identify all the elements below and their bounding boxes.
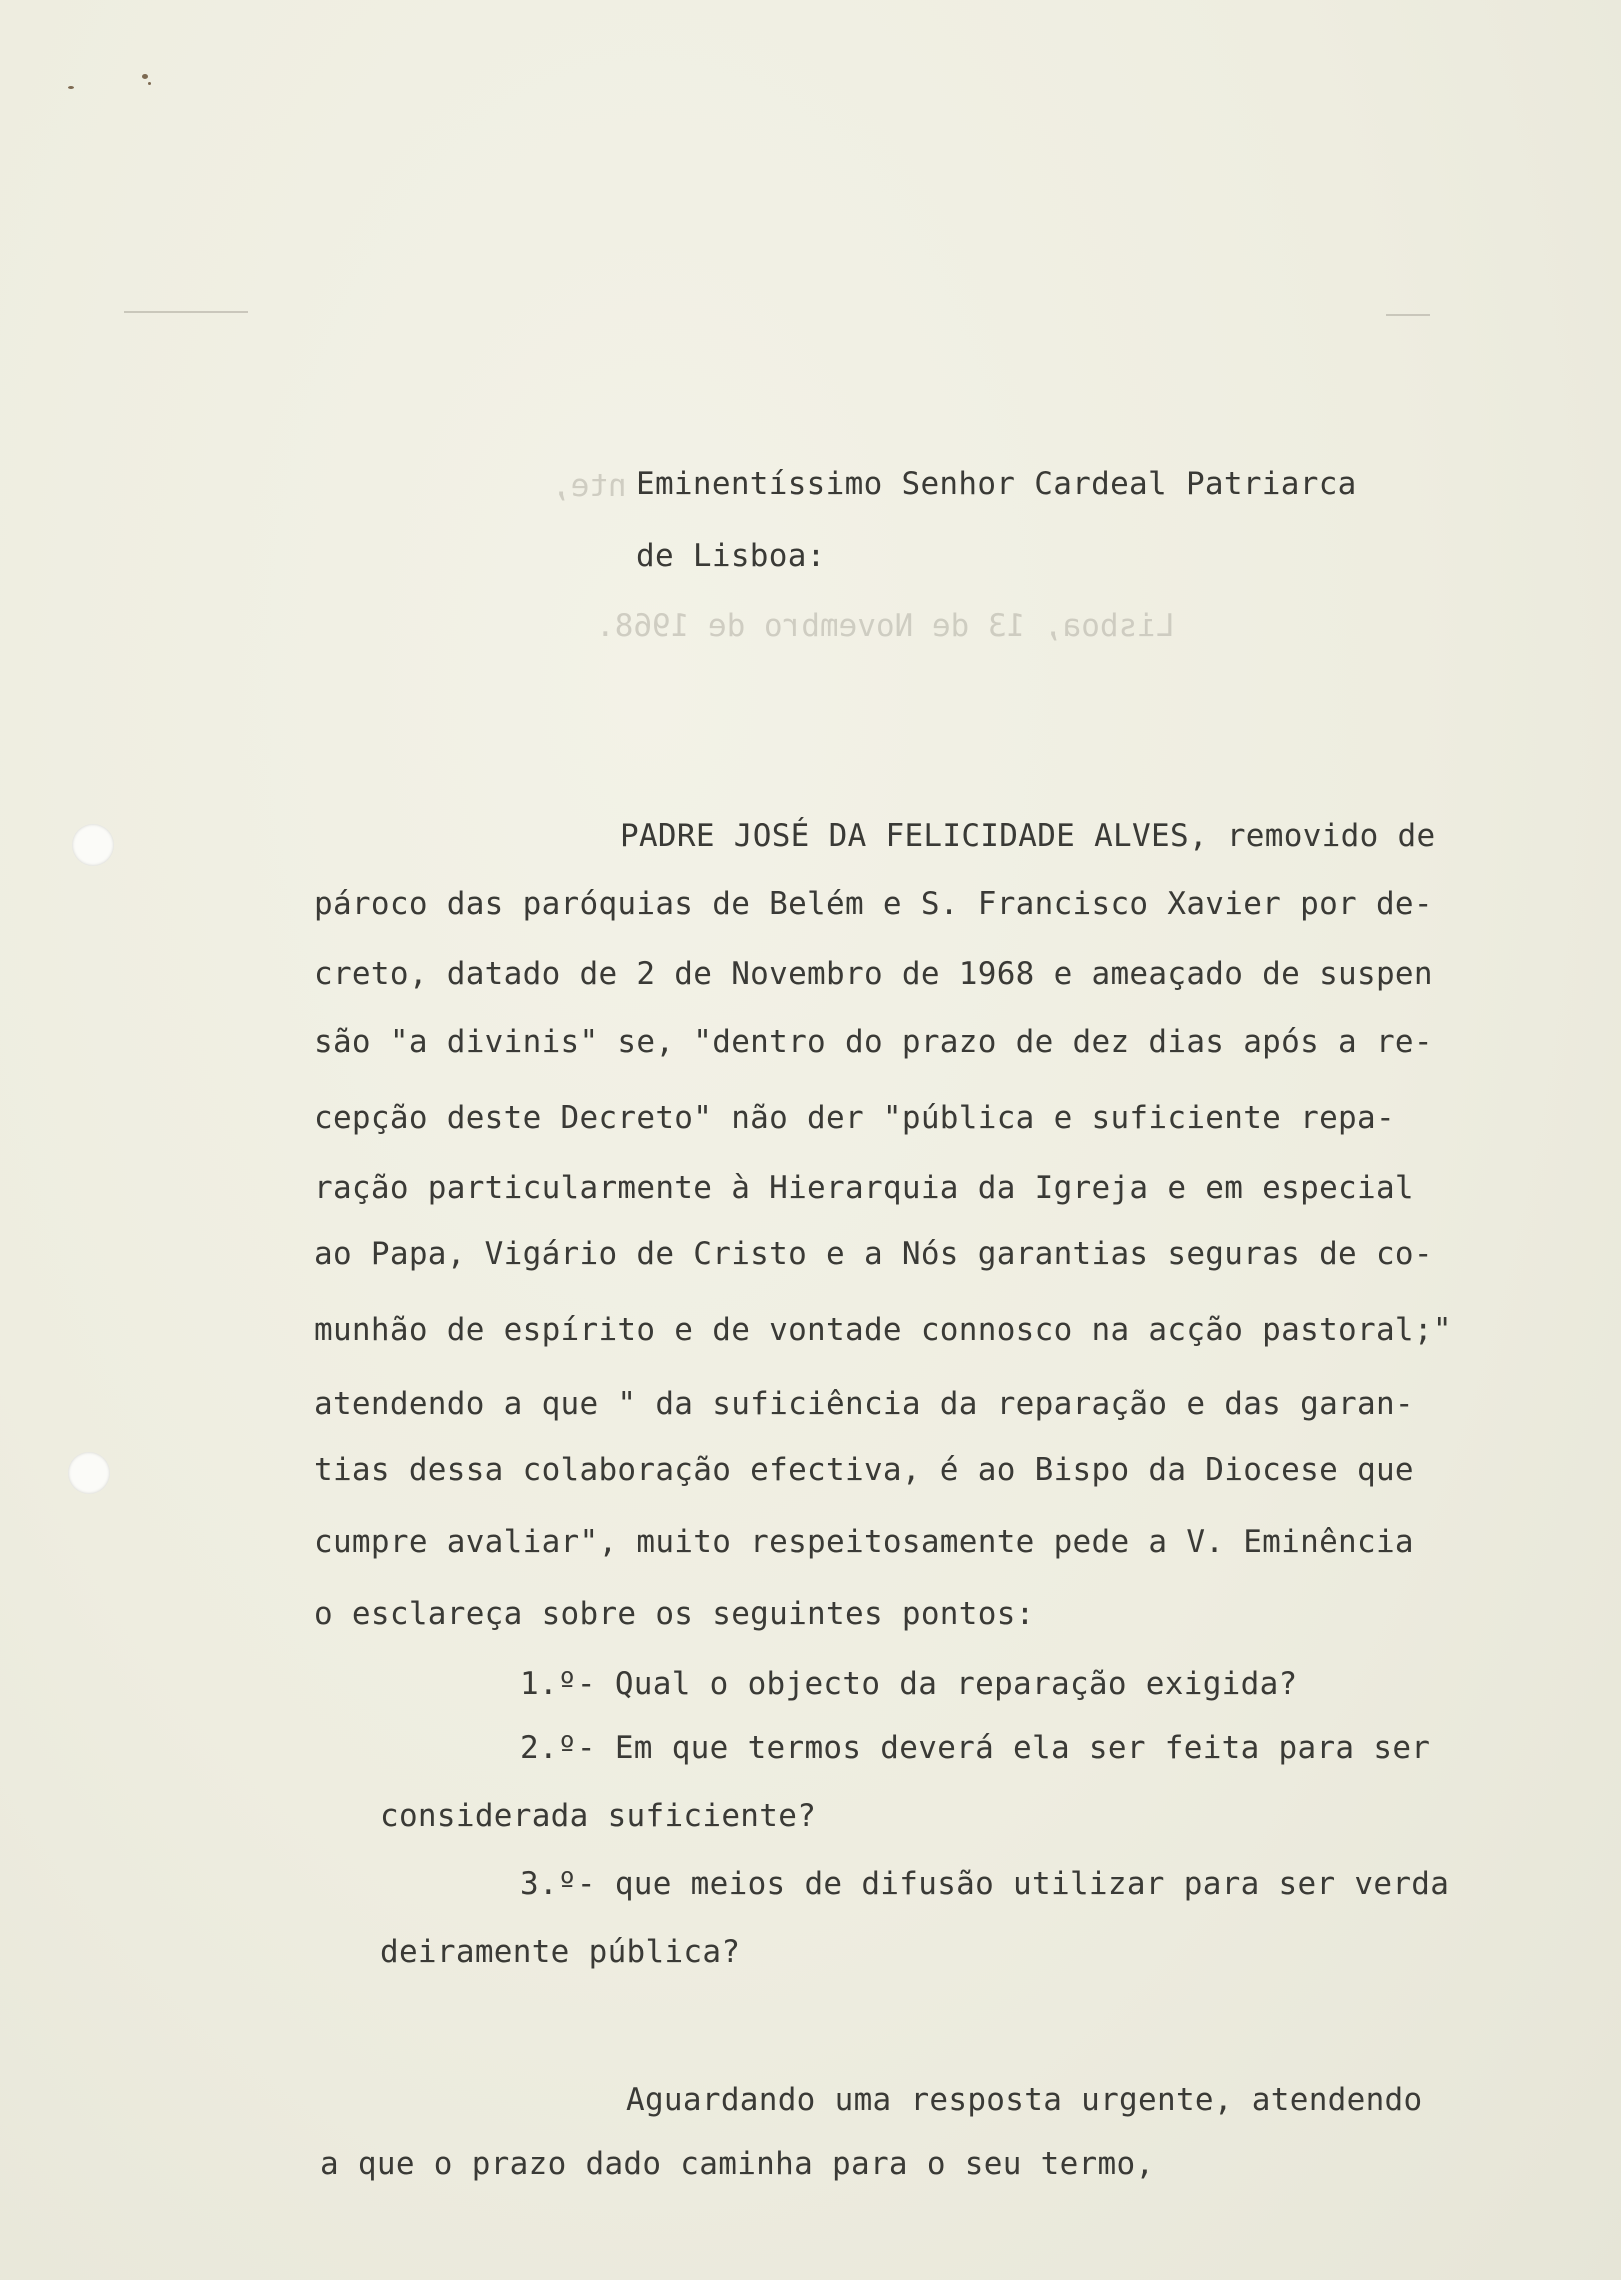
body-line: tias dessa colaboração efectiva, é ao Bispo da Diocese que — [314, 1452, 1414, 1488]
address-line-2: de Lisboa: — [636, 538, 826, 574]
body-line: cumpre avaliar", muito respeitosamente pede a V. Eminência — [314, 1524, 1414, 1560]
question-line: 2.º- Em que termos deverá ela ser feita para ser — [520, 1730, 1431, 1766]
question-line: 3.º- que meios de difusão utilizar para ser verda — [520, 1866, 1450, 1902]
body-line: munhão de espírito e de vontade connosco na acção pastoral;" — [314, 1312, 1452, 1348]
punch-hole-lower — [68, 1452, 110, 1494]
ink-speck — [142, 74, 148, 79]
body-line: são "a divinis" se, "dentro do prazo de dez dias após a re- — [314, 1024, 1433, 1060]
closing-line: Aguardando uma resposta urgente, atendendo — [626, 2082, 1423, 2118]
body-line: pároco das paróquias de Belém e S. Francisco Xavier por de- — [314, 886, 1433, 922]
body-line: ração particularmente à Hierarquia da Igreja e em especial — [314, 1170, 1414, 1206]
body-line: PADRE JOSÉ DA FELICIDADE ALVES, removido de — [620, 818, 1436, 854]
question-line: 1.º- Qual o objecto da reparação exigida? — [520, 1666, 1298, 1702]
address-line-1: Eminentíssimo Senhor Cardeal Patriarca — [636, 466, 1357, 502]
ink-speck — [148, 82, 151, 85]
body-line: creto, datado de 2 de Novembro de 1968 e ameaçado de suspen — [314, 956, 1433, 992]
bleed-through-fragment: nte, — [552, 468, 627, 504]
question-line: considerada suficiente? — [380, 1798, 817, 1834]
body-line: cepção deste Decreto" não der "pública e suficiente repa- — [314, 1100, 1395, 1136]
body-line: o esclareça sobre os seguintes pontos: — [314, 1596, 1035, 1632]
fold-mark-left — [124, 311, 248, 313]
fold-mark-right — [1386, 314, 1430, 316]
question-line: deiramente pública? — [380, 1934, 741, 1970]
bleed-through-date: Lisboa, 13 de Novembro de 1968. — [596, 608, 1175, 644]
closing-line: a que o prazo dado caminha para o seu termo, — [320, 2146, 1155, 2182]
punch-hole-upper — [72, 824, 114, 866]
body-line: atendendo a que " da suficiência da reparação e das garan- — [314, 1386, 1414, 1422]
body-line: ao Papa, Vigário de Cristo e a Nós garantias seguras de co- — [314, 1236, 1433, 1272]
ink-speck — [68, 86, 74, 89]
